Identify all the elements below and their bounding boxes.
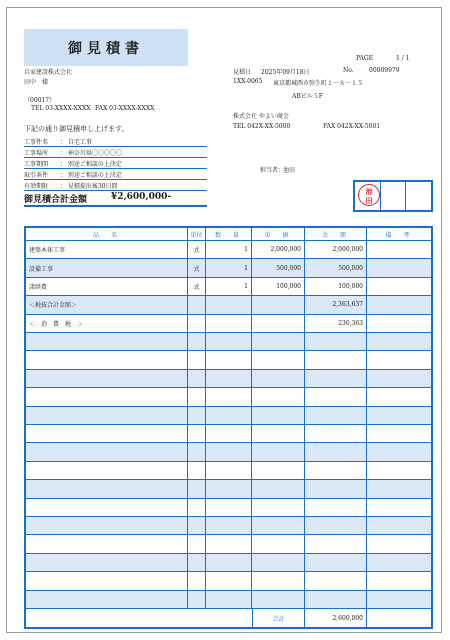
cell-unit: [188, 591, 206, 608]
table-row: [26, 572, 431, 590]
cell-unit: [188, 315, 206, 332]
cell-price: [252, 370, 305, 387]
cell-note: [367, 259, 431, 276]
cell-amount: [305, 535, 367, 552]
cell-price: [252, 407, 305, 424]
cell-amount: [305, 351, 367, 368]
cell-amount: [305, 388, 367, 405]
stamp-cell: [381, 182, 407, 210]
cell-amount: 500,000: [305, 259, 367, 276]
table-row: [26, 351, 431, 369]
cell-name: 設備工事: [26, 259, 188, 276]
cell-price: [252, 535, 305, 552]
header-qty: 数 量: [206, 228, 252, 240]
table-row: [26, 278, 431, 296]
condition-value: ： 別途ご相談の上決定: [60, 172, 122, 179]
cell-name: ＜ 消 費 税 ＞: [26, 315, 188, 332]
cell-qty: [206, 499, 252, 516]
issuer-address2: ABビル５F: [292, 93, 323, 100]
footer-note: [367, 609, 431, 627]
table-row: [26, 370, 431, 388]
cell-name: [26, 333, 188, 350]
condition-label: 工事件名: [24, 139, 49, 146]
cell-note: [367, 480, 431, 497]
table-row: [26, 425, 431, 443]
cell-price: [252, 517, 305, 534]
condition-label: 有効期限: [24, 183, 49, 190]
issuer-person: 池田: [283, 167, 296, 174]
cell-qty: [206, 315, 252, 332]
cell-name: [26, 370, 188, 387]
cell-note: [367, 370, 431, 387]
cell-price: [252, 443, 305, 460]
cell-name: [26, 462, 188, 479]
cell-price: [252, 554, 305, 571]
condition-label: 工事場所: [24, 150, 49, 157]
table-row: [26, 315, 431, 333]
cell-note: [367, 351, 431, 368]
cell-qty: [206, 535, 252, 552]
hanko-seal: 池 田: [358, 184, 380, 206]
cell-unit: [188, 333, 206, 350]
table-row: [26, 554, 431, 572]
cell-unit: [188, 351, 206, 368]
table-footer: [26, 609, 431, 627]
condition-value: ： 自宅工事: [60, 139, 92, 146]
table-row: [26, 535, 431, 553]
table-row: [26, 333, 431, 351]
document-page: [6, 7, 442, 633]
date-label: 見積日: [233, 69, 252, 76]
cell-price: [252, 425, 305, 442]
condition-underline: [24, 179, 207, 180]
recipient-code: （00017）: [24, 97, 56, 104]
cell-amount: [305, 572, 367, 589]
condition-underline: [24, 190, 207, 191]
cell-unit: 式: [188, 259, 206, 276]
table-row: [26, 259, 431, 277]
cell-qty: 1: [206, 241, 252, 258]
cell-unit: [188, 407, 206, 424]
cell-qty: [206, 388, 252, 405]
cell-price: [252, 462, 305, 479]
condition-label: 取引条件: [24, 172, 49, 179]
cell-unit: [188, 388, 206, 405]
cell-note: [367, 241, 431, 258]
cell-qty: [206, 425, 252, 442]
header-amount: 金 額: [305, 228, 367, 240]
cell-note: [367, 407, 431, 424]
cell-name: [26, 591, 188, 608]
table-row: [26, 462, 431, 480]
cell-amount: 236,363: [305, 315, 367, 332]
cell-note: [367, 517, 431, 534]
condition-underline: [24, 168, 207, 169]
cell-note: [367, 572, 431, 589]
issuer-address1: 東京都城西市弥生町１－８－１５: [273, 80, 364, 87]
cell-price: [252, 499, 305, 516]
cell-note: [367, 425, 431, 442]
cell-unit: [188, 425, 206, 442]
footer-total-value: 2,600,000: [305, 609, 367, 627]
approval-stamp-box: [353, 180, 433, 212]
cell-name: [26, 388, 188, 405]
cell-name: [26, 351, 188, 368]
issuer-fax: FAX 042X-XX-5001: [323, 123, 381, 130]
condition-value: ： 神奈川県〇〇〇〇〇: [60, 150, 122, 157]
cell-amount: [305, 443, 367, 460]
cell-name: [26, 535, 188, 552]
cell-note: [367, 388, 431, 405]
cell-amount: [305, 425, 367, 442]
table-row: [26, 241, 431, 259]
cell-qty: [206, 351, 252, 368]
table-row: [26, 407, 431, 425]
cell-note: [367, 591, 431, 608]
condition-underline: [24, 146, 207, 147]
cell-name: [26, 517, 188, 534]
cell-price: 2,000,000: [252, 241, 305, 258]
cell-qty: [206, 591, 252, 608]
stamp-cell: [355, 182, 381, 210]
cell-name: [26, 480, 188, 497]
header-note: 備 考: [385, 231, 413, 239]
table-row: [26, 591, 431, 609]
cell-price: [252, 351, 305, 368]
recipient-tel: TEL 03-XXXX-XXXX: [31, 105, 91, 112]
table-row: [26, 517, 431, 535]
cell-price: 100,000: [252, 278, 305, 295]
cell-price: [252, 572, 305, 589]
cell-qty: [206, 480, 252, 497]
document-title: 御見積書: [24, 29, 188, 66]
footer-total-label: 合計: [252, 609, 305, 627]
cell-qty: [206, 517, 252, 534]
total-label: 御見積合計金額: [24, 195, 88, 205]
cell-unit: [188, 480, 206, 497]
table-row: [26, 499, 431, 517]
cell-price: [252, 591, 305, 608]
cell-qty: [206, 462, 252, 479]
condition-value: ： 見積提出後30日間: [60, 183, 118, 190]
cell-unit: [188, 462, 206, 479]
cell-qty: [206, 370, 252, 387]
issuer-company: 株式会社 やよい商会: [233, 113, 289, 120]
issuer-tel: TEL 042X-XX-5000: [233, 123, 291, 130]
stamp-cell: [406, 182, 431, 210]
cell-unit: [188, 554, 206, 571]
cell-unit: [188, 443, 206, 460]
cell-unit: [188, 296, 206, 313]
header-unit: 単位: [188, 228, 206, 240]
total-underline: [24, 205, 207, 207]
cell-name: [26, 443, 188, 460]
cell-amount: 2,363,637: [305, 296, 367, 313]
number-label: No.: [343, 67, 354, 74]
cell-name: [26, 572, 188, 589]
footer-spacer: [26, 609, 252, 627]
condition-underline: [24, 157, 207, 158]
cell-amount: [305, 499, 367, 516]
cell-qty: [206, 572, 252, 589]
recipient-person: 田中 様: [24, 79, 49, 86]
header-name: 品 名: [26, 228, 188, 240]
cell-qty: [206, 333, 252, 350]
recipient-fax: FAX 03-XXXX-XXXX: [95, 105, 155, 112]
cell-note: [367, 535, 431, 552]
cell-price: [252, 315, 305, 332]
cell-amount: 100,000: [305, 278, 367, 295]
cell-price: [252, 296, 305, 313]
cell-name: [26, 554, 188, 571]
cell-price: [252, 333, 305, 350]
intro-text: 下記の通り御見積申し上げます。: [24, 125, 129, 133]
cell-unit: 式: [188, 241, 206, 258]
cell-qty: [206, 407, 252, 424]
date-value: 2025年09月18日: [261, 69, 310, 76]
condition-value: ： 別途ご相談の上決定: [60, 161, 122, 168]
cell-unit: 式: [188, 278, 206, 295]
cell-price: [252, 388, 305, 405]
cell-price: 500,000: [252, 259, 305, 276]
header-price: 単 価: [252, 228, 305, 240]
condition-label: 工事期間: [24, 161, 49, 168]
cell-qty: 1: [206, 278, 252, 295]
cell-unit: [188, 535, 206, 552]
cell-name: 建築本体工事: [26, 241, 188, 258]
recipient-company: 兵家建設株式会社: [24, 69, 73, 76]
cell-amount: 2,000,000: [305, 241, 367, 258]
cell-note: [367, 554, 431, 571]
cell-name: 諸経費: [26, 278, 188, 295]
cell-name: [26, 425, 188, 442]
cell-unit: [188, 517, 206, 534]
number-value: 00009979: [369, 67, 400, 74]
cell-note: [367, 315, 431, 332]
issuer-postal: 1XX-0065: [233, 78, 263, 85]
total-value: ¥2,600,000-: [111, 192, 172, 202]
table-row: [26, 443, 431, 461]
cell-qty: [206, 443, 252, 460]
cell-note: [367, 443, 431, 460]
cell-amount: [305, 554, 367, 571]
cell-name: [26, 499, 188, 516]
cell-amount: [305, 517, 367, 534]
cell-amount: [305, 462, 367, 479]
cell-qty: 1: [206, 259, 252, 276]
cell-note: [367, 333, 431, 350]
items-table: [24, 226, 433, 629]
cell-note: [367, 462, 431, 479]
cell-qty: [206, 554, 252, 571]
cell-amount: [305, 370, 367, 387]
cell-unit: [188, 572, 206, 589]
cell-note: [367, 278, 431, 295]
page-label: PAGE: [356, 55, 373, 62]
cell-unit: [188, 499, 206, 516]
cell-amount: [305, 591, 367, 608]
cell-price: [252, 480, 305, 497]
cell-note: [367, 296, 431, 313]
table-row: [26, 480, 431, 498]
cell-note: [367, 499, 431, 516]
issuer-person-label: 担当者：: [260, 167, 285, 174]
cell-amount: [305, 333, 367, 350]
cell-name: [26, 407, 188, 424]
cell-amount: [305, 480, 367, 497]
table-header: [26, 228, 431, 241]
cell-amount: [305, 407, 367, 424]
cell-name: ＜税抜合計金額＞: [26, 296, 188, 313]
cell-unit: [188, 370, 206, 387]
cell-qty: [206, 296, 252, 313]
page-number: 1 / 1: [396, 55, 410, 62]
table-row: [26, 296, 431, 314]
table-row: [26, 388, 431, 406]
